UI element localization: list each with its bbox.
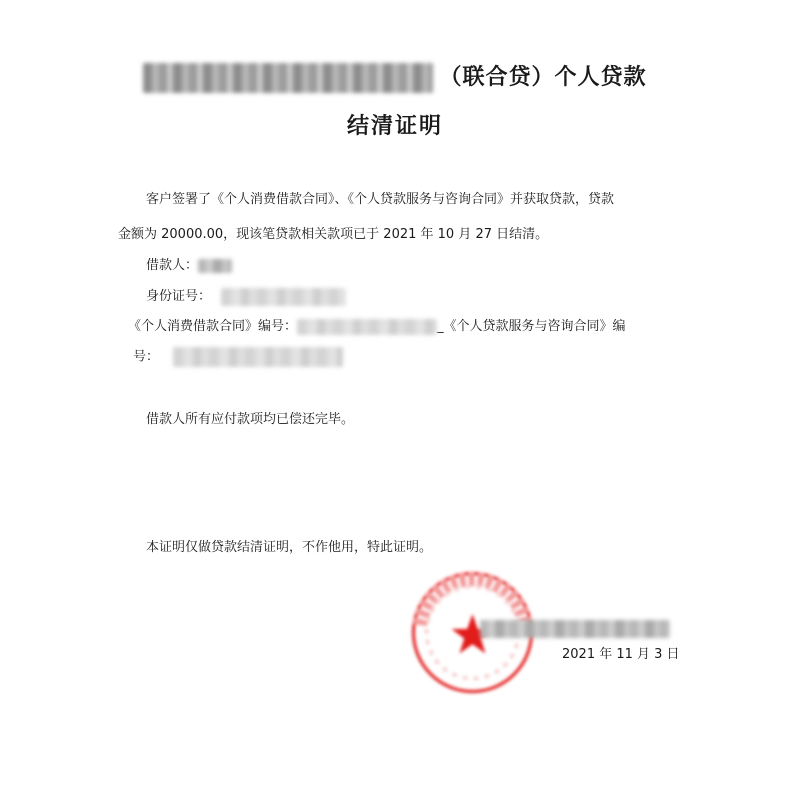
body-line-2: 金额为 20000.00，现该笔贷款相关款项已于 2021 年 10 月 27 日结清。: [118, 227, 549, 242]
id-number-row: [146, 287, 346, 307]
redacted-company-name: [480, 620, 670, 638]
redacted-id-number: [221, 288, 346, 306]
document-subtitle: 结清证明: [346, 114, 443, 139]
document-date: 2021 年 11 月 3 日: [562, 647, 680, 662]
contract2-number-row: [133, 347, 343, 368]
document-title: [0, 62, 790, 94]
certify-statement: 本证明仅做贷款结清证明，不作他用，特此证明。: [146, 540, 433, 555]
id-number-label: 身份证号：: [146, 289, 212, 304]
title-suffix: （联合贷）个人贷款: [439, 65, 647, 90]
redacted-borrower-name: [198, 259, 232, 273]
redacted-contract1-number: [297, 319, 437, 335]
contract2-label-cont: 号：: [133, 349, 160, 365]
paid-statement: 借款人所有应付款项均已偿还完毕。: [146, 412, 355, 427]
contract1-label: 《个人消费借款合同》编号：: [128, 319, 298, 334]
borrower-label: 借款人：: [146, 258, 199, 273]
contract2-label: _《个人贷款服务与咨询合同》编: [437, 319, 626, 334]
body-line-1: 客户签署了《个人消费借款合同》、《个人贷款服务与咨询合同》并获取贷款，贷款: [146, 192, 615, 207]
borrower-row: [146, 256, 232, 276]
contract-number-row: [128, 317, 626, 337]
redacted-lender-name: [143, 63, 433, 93]
redacted-contract2-number: [173, 347, 343, 367]
